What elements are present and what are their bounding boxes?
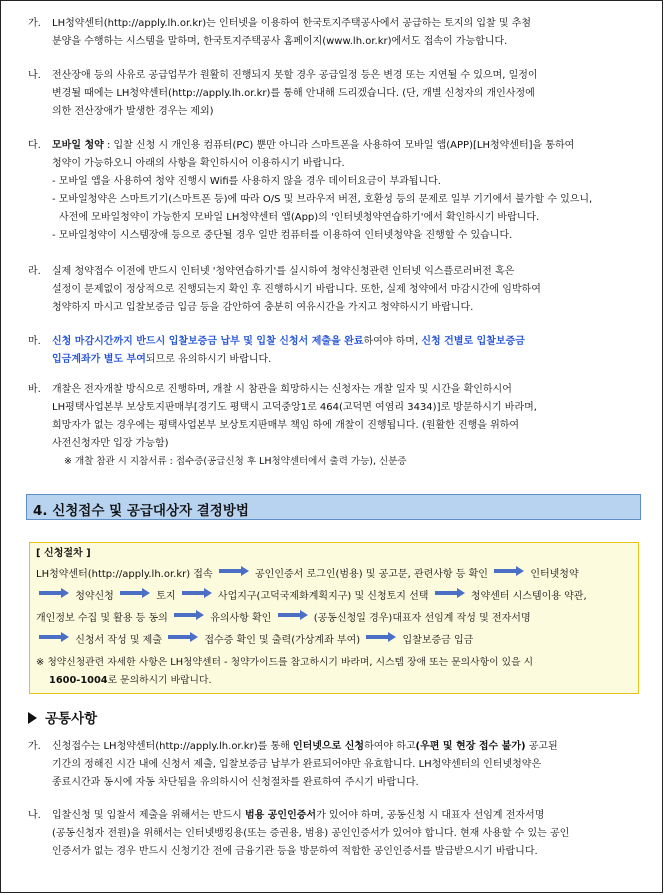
procedure-box [29, 542, 639, 694]
bold-text: 범용 공인인증서 [244, 810, 317, 821]
step-text: 사업지구(고덕국제화계획지구) 및 신청토지 선택 [217, 591, 429, 602]
item-ra [28, 263, 643, 317]
arrow-right-icon [168, 629, 198, 651]
step-text: 개인정보 수집 및 활용 등 동의 [36, 613, 168, 624]
text-line: 의한 전산장애가 발생한 경우는 제외) [52, 106, 214, 117]
arrow-right-icon [174, 607, 204, 629]
item-marker: 나. [28, 810, 41, 821]
text-line: 기간의 정해진 시간 내에 신청서 제출, 입찰보증금 납부가 완료되어야만 유효합니다. LH청약센터의 인터넷청약은 [52, 759, 542, 770]
item-ba [28, 381, 643, 471]
text-segment: 가 있어야 하며, 공동신청 시 대표자 선임계 전자서명 [316, 810, 545, 821]
arrow-right-icon [366, 629, 396, 651]
item-marker: 가. [28, 18, 41, 29]
step-text: 청약센터 시스템이용 약관, [470, 591, 587, 602]
item-marker: 나. [28, 70, 41, 81]
text-line: 청약이 가능하오니 아래의 사항을 확인하시어 이용하시기 바랍니다. [52, 158, 345, 169]
item-marker: 다. [28, 140, 41, 151]
text-line: 종료시간과 동시에 자동 차단됨을 유의하시어 신청절차를 완료하여 주시기 바랍니다. [52, 777, 419, 788]
arrow-right-icon [39, 629, 69, 651]
procedure-heading: [ 신청절차 ] [36, 548, 91, 559]
item-na [28, 67, 643, 121]
arrow-right-icon [182, 585, 212, 607]
item-da [28, 137, 643, 245]
item-marker: 가. [28, 741, 41, 752]
phone-number: 1600-1004 [49, 675, 108, 686]
text-line: : 입찰 신청 시 개인용 컴퓨터(PC) 뿐만 아니라 스마트폰을 사용하여 모바일 앱(APP)[LH청약센터]을 통하여 [103, 140, 575, 151]
text-line: - 모바일 앱을 사용하여 청약 진행시 Wifi를 사용하지 않을 경우 데이터요금이 부과됩니다. [52, 176, 441, 187]
text-segment: 입찰신청 및 입찰서 제출을 위해서는 반드시 [52, 810, 245, 821]
note-text: ※ 청약신청관련 자세한 사항은 LH청약센터 - 청약가이드를 참고하시기 바라며, 시스템 장애 또는 문의사항이 있을 시 [36, 657, 534, 668]
step-text: 신청서 작성 및 제출 [75, 635, 163, 646]
step-text: 유의사항 확인 [210, 613, 272, 624]
text-segment: 하여야 하고 [364, 741, 416, 752]
section-title: 4. 신청접수 및 공급대상자 결정방법 [33, 503, 249, 519]
text-line: 사전신청자만 입장 가능함) [52, 438, 169, 449]
text-line: (공동신청자 전원)을 위해서는 인터넷뱅킹용(또는 증권용, 범용) 공인인증서가 있어야 합니다. 현재 사용할 수 있는 공인 [52, 828, 570, 839]
item-ma [28, 333, 643, 369]
arrow-right-icon [120, 585, 150, 607]
step-text: 공인인증서 로그인(범용) 및 공고문, 관련사항 등 확인 [255, 569, 488, 580]
text-line: - 모바일청약은 스마트기기(스마트폰 등)에 따라 O/S 및 브라우저 버전, 호환성 등의 문제로 일부 기기에서 불가할 수 있으니, [52, 194, 593, 205]
step-text: LH청약센터(http://apply.lh.or.kr) 접속 [36, 569, 213, 580]
common-heading-text: 공통사항 [45, 711, 98, 727]
common-item-ga [28, 738, 643, 792]
triangle-bullet-icon [28, 712, 37, 724]
common-item-na [28, 807, 643, 861]
text-line: LH청약센터(http://apply.lh.or.kr)는 인터넷을 이용하여 한국토지주택공사에서 공급하는 토지의 입찰 및 추첨 [52, 18, 532, 29]
text-line: 사전에 모바일청약이 가능한지 모바일 LH청약센터 앱(App)의 '인터넷청약연습하기'에서 확인하시기 바랍니다. [59, 212, 540, 223]
text-segment: 되므로 유의하시기 바랍니다. [145, 354, 272, 365]
text-line: 전산장애 등의 사유로 공급업무가 원활히 진행되지 못할 경우 공급일정 등은 변경 또는 지연될 수 있으며, 일정이 [52, 70, 538, 81]
arrow-right-icon [278, 607, 308, 629]
text-line: 개찰은 전자개찰 방식으로 진행하며, 개찰 시 참관을 희망하시는 신청자는 개찰 일자 및 시간을 확인하시어 [52, 384, 512, 395]
text-segment: 공고된 [525, 741, 558, 752]
text-line: 분양을 수행하는 시스템을 말하며, 한국토지주택공사 홈페이지(www.lh.or.kr)에서도 접속이 가능합니다. [52, 36, 508, 47]
mobile-title: 모바일 청약 [52, 140, 104, 151]
text-line: 인증서가 없는 경우 반드시 신청기간 전에 금융기관 등을 방문하여 적합한 공인인증서를 발급받으시기 바랍니다. [52, 846, 538, 857]
arrow-right-icon [219, 563, 249, 585]
item-marker: 라. [28, 266, 41, 277]
procedure-note [36, 654, 631, 690]
arrow-right-icon [494, 563, 524, 585]
step-text: 입찰보증금 입금 [402, 635, 474, 646]
step-text: (공동신청일 경우)대표자 선임계 작성 및 전자서명 [313, 613, 531, 624]
bold-text: 인터넷으로 신청 [292, 741, 365, 752]
highlight-text: 신청 마감시간까지 반드시 입찰보증금 납부 및 입찰 신청서 제출을 완료 [52, 336, 364, 347]
item-ga [28, 15, 643, 51]
text-line: - 모바일청약이 시스템장애 등으로 중단될 경우 일반 컴퓨터를 이용하여 인터넷청약을 진행할 수 있습니다. [52, 230, 513, 241]
text-line: 변경될 때에는 LH청약센터(http://apply.lh.or.kr)를 통해 안내해 드리겠습니다. (단, 개별 신청자의 개인사정에 [52, 88, 535, 99]
step-text: 토지 [156, 591, 176, 602]
item-marker: 마. [28, 336, 41, 347]
text-line: 희망자가 없는 경우에는 평택사업본부 보상토지판매부 책임 하에 개찰이 진행됩니다. (원활한 진행을 위하여 [52, 420, 520, 431]
section-heading-bar [26, 494, 641, 520]
text-line: LH평택사업본부 보상토지판매부[경기도 평택시 고덕중앙1로 464(고덕면 여염리 3434)]로 방문하시기 바라며, [52, 402, 537, 413]
note-text: ※ 개찰 참관 시 지참서류 : 접수증(공급신청 후 LH청약센터에서 출력 가능), 신분증 [64, 456, 407, 467]
step-text: 청약신청 [75, 591, 114, 602]
highlight-text: 입금계좌가 별도 부여 [52, 354, 146, 365]
item-marker: 바. [28, 384, 41, 395]
arrow-right-icon [435, 585, 465, 607]
bold-text: (우편 및 현장 접수 불가) [415, 741, 526, 752]
text-line: 실제 청약접수 이전에 반드시 인터넷 '청약연습하기'를 실시하여 청약신청관련 인터넷 익스플로러버전 혹은 [52, 266, 515, 277]
text-segment: 신청접수는 LH청약센터(http://apply.lh.or.kr)를 통해 [52, 741, 293, 752]
text-line: 설정이 문제없이 정상적으로 진행되는지 확인 후 진행하시기 바랍니다. 또한, 실제 청약에서 마감시간에 임박하여 [52, 284, 541, 295]
text-segment: 하여야 하며, [363, 336, 422, 347]
arrow-right-icon [39, 585, 69, 607]
note-text: 로 문의하시기 바랍니다. [107, 675, 212, 686]
step-text: 접수증 확인 및 출력(가상계좌 부여) [204, 635, 361, 646]
common-heading [28, 707, 97, 727]
step-text: 인터넷청약 [530, 569, 579, 580]
text-line: 청약하지 마시고 입찰보증금 입금 등을 감안하여 충분히 여유시간을 가지고 청약하시기 바랍니다. [52, 302, 474, 313]
highlight-text: 신청 건별로 입찰보증금 [421, 336, 525, 347]
